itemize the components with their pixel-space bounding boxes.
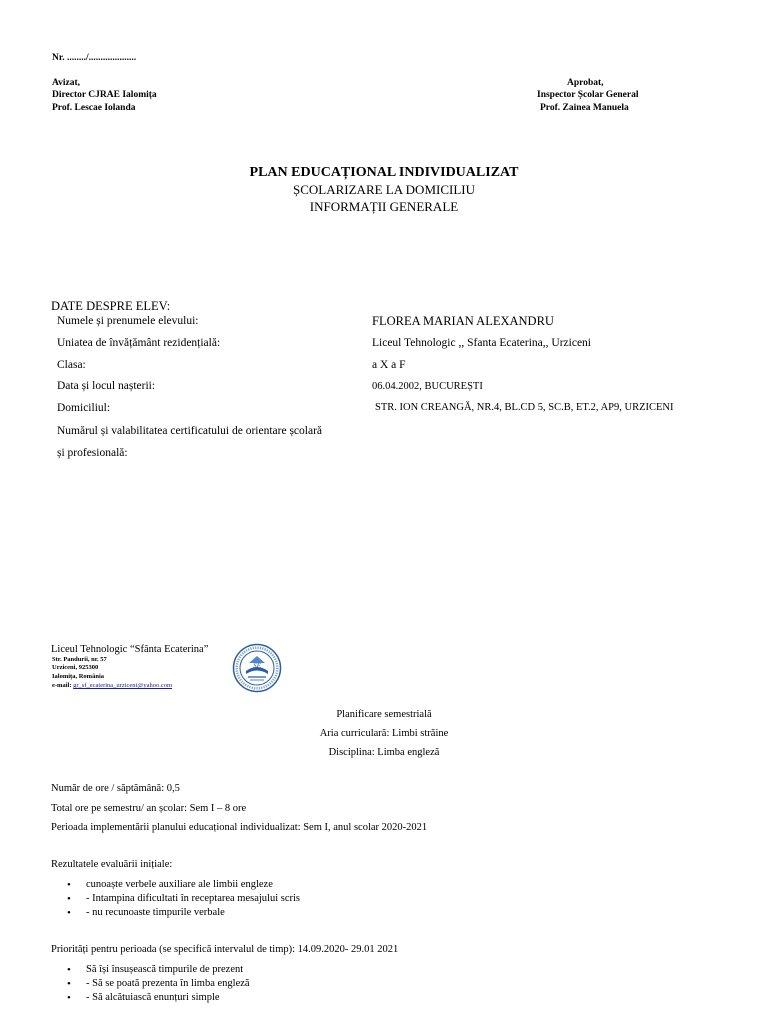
svg-text:SE: SE bbox=[253, 662, 261, 670]
school-address-city: Urziceni, 925300 bbox=[52, 664, 99, 671]
discipline: Disciplina: Limba engleză bbox=[328, 747, 440, 758]
school-unit-value: Liceul Tehnologic ,, Sfanta Ecaterina,, Urziceni bbox=[372, 337, 591, 349]
document-subtitle-1: ȘCOLARIZARE LA DOMICILIU bbox=[293, 182, 475, 197]
document-subtitle-2: INFORMAȚII GENERALE bbox=[309, 199, 459, 214]
aprobat-label: Aprobat, bbox=[567, 78, 604, 88]
evaluation-list bbox=[51, 878, 300, 920]
school-address-street: Str. Pandurii, nr. 57 bbox=[52, 656, 107, 663]
aprobat-name: Prof. Zainea Manuela bbox=[540, 103, 629, 113]
list-item: • - nu recunoaste timpurile verbale bbox=[51, 906, 300, 920]
class-value: a X a F bbox=[372, 359, 406, 371]
school-address-county: Ialomița, România bbox=[52, 673, 104, 680]
birth-label: Data și locul nașterii: bbox=[57, 380, 156, 392]
certificate-label-cont: și profesională: bbox=[57, 447, 128, 459]
document-number: Nr. ......../.................... bbox=[52, 53, 137, 63]
hours-total: Total ore pe semestru/ an școlar: Sem I – 8 ore bbox=[51, 803, 247, 814]
priorities-heading: Priorități pentru perioada (se specifică intervalul de timp): 14.09.2020- 29.01 2021 bbox=[51, 944, 399, 955]
curricular-area: Aria curriculară: Limbi străine bbox=[319, 728, 449, 739]
aprobat-role: Inspector Școlar General bbox=[537, 90, 639, 100]
student-section-heading: DATE DESPRE ELEV: bbox=[51, 299, 171, 313]
list-item: • - Intampina dificultati în receptarea mesajului scris bbox=[51, 892, 300, 906]
list-item: • - Să alcătuiască enunțuri simple bbox=[51, 991, 250, 1005]
plan-heading: Planificare semestrială bbox=[336, 709, 432, 720]
school-name: Liceul Tehnologic “Sfânta Ecaterina” bbox=[51, 644, 209, 655]
school-email-line bbox=[52, 682, 172, 690]
avizat-role: Director CJRAE Ialomița bbox=[52, 90, 157, 100]
document-title: PLAN EDUCAȚIONAL INDIVIDUALIZAT bbox=[249, 165, 519, 180]
avizat-name: Prof. Lescae Iolanda bbox=[52, 103, 136, 113]
evaluation-heading: Rezultatele evaluării inițiale: bbox=[51, 859, 173, 870]
student-name-label: Numele și prenumele elevului: bbox=[57, 315, 199, 327]
school-unit-label: Uniatea de învățământ rezidențială: bbox=[57, 337, 221, 349]
address-label: Domiciliul: bbox=[57, 402, 111, 414]
birth-value: 06.04.2002, BUCUREȘTI bbox=[372, 381, 483, 392]
priorities-list bbox=[51, 963, 250, 1005]
student-name-value: FLOREA MARIAN ALEXANDRU bbox=[372, 314, 554, 328]
list-item: • cunoaște verbele auxiliare ale limbii engleze bbox=[51, 878, 300, 892]
implementation-period: Perioada implementării planului educațional individualizat: Sem I, anul scolar 2020-2021 bbox=[51, 822, 428, 833]
class-label: Clasa: bbox=[57, 359, 86, 371]
list-item: • - Să se poată prezenta în limba engleză bbox=[51, 977, 250, 991]
avizat-label: Avizat, bbox=[52, 78, 81, 88]
list-item: • Să își însușească timpurile de prezent bbox=[51, 963, 250, 977]
email-label: e-mail: bbox=[52, 682, 74, 689]
address-value: STR. ION CREANGĂ, NR.4, BL.CD 5, SC.B, ET.2, AP9, URZICENI bbox=[375, 402, 674, 413]
hours-per-week: Număr de ore / săptămână: 0,5 bbox=[51, 783, 180, 794]
certificate-label: Numărul și valabilitatea certificatului de orientare școlară bbox=[57, 425, 323, 437]
school-email-link[interactable]: gr_sf_ecaterina_urziceni@yahoo.com bbox=[73, 682, 173, 689]
school-seal-icon bbox=[232, 643, 282, 693]
